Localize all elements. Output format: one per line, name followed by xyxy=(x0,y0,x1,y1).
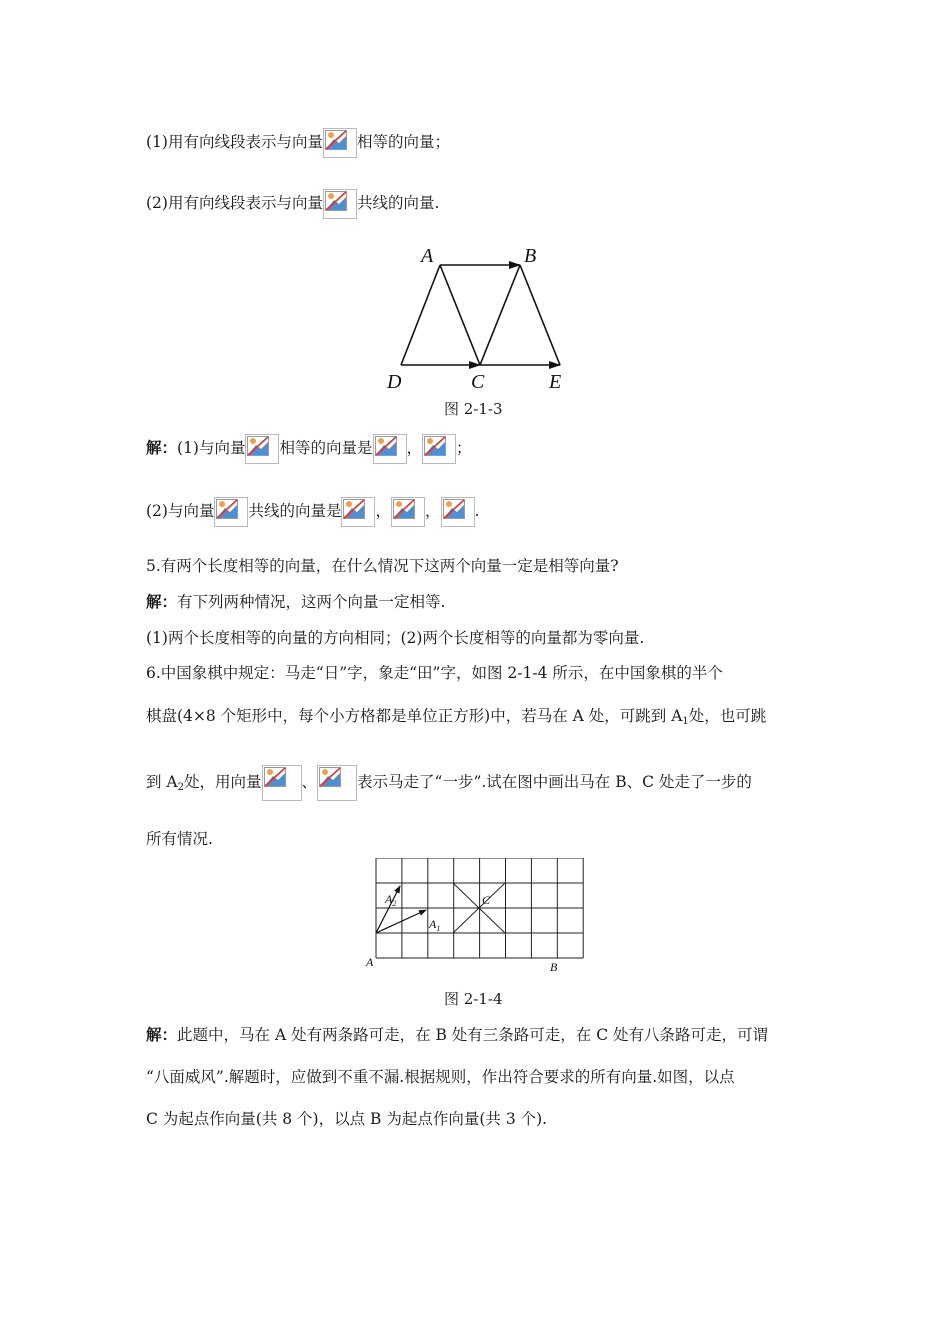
label-A2: $A_2$ xyxy=(385,892,397,908)
broken-image-icon xyxy=(323,128,357,158)
separator: 、 xyxy=(301,773,318,791)
q6-line3 xyxy=(146,765,752,801)
label-C: C xyxy=(482,893,491,907)
segment-BE xyxy=(520,265,560,365)
subscript: 2 xyxy=(177,782,184,793)
comma: ， xyxy=(375,502,391,520)
q6-line2-a: 棋盘(4×8 个矩形中，每个小方格都是单位正方形)中，若马在 A 处，可跳到 A xyxy=(146,707,683,725)
q4-item2-suffix: 共线的向量. xyxy=(356,194,440,212)
q5-answer-line2: (1)两个长度相等的向量的方向相同；(2)两个长度相等的向量都为零向量. xyxy=(146,629,645,647)
comma: ， xyxy=(425,502,441,520)
broken-image-icon xyxy=(323,189,357,219)
segment-DA xyxy=(401,265,440,365)
broken-image-icon xyxy=(341,497,375,527)
q5-answer-line1 xyxy=(146,591,445,613)
ans6-line1-text: 此题中，马在 A 处有两条路可走，在 B 处有三条路可走，在 C 处有八条路可走，可谓 xyxy=(177,1026,769,1044)
q6-line1: 6.中国象棋中规定：马走“日”字，象走“田”字，如图 2-1-4 所示，在中国象棋的半个 xyxy=(146,664,723,682)
q5-question: 5.有两个长度相等的向量，在什么情况下这两个向量一定是相等向量? xyxy=(146,557,619,575)
broken-image-icon xyxy=(317,765,357,801)
comma: ， xyxy=(406,439,423,457)
label-B: B xyxy=(550,960,558,974)
vector-A-A1 xyxy=(376,910,426,933)
broken-image-icon xyxy=(245,434,279,464)
q6-line4: 所有情况. xyxy=(146,830,213,848)
ans6-line1 xyxy=(146,1024,768,1046)
q4-item1-suffix: 相等的向量； xyxy=(356,133,450,151)
ans6-line2: “八面威风”.解题时，应做到不重不漏.根据规则，作出符合要求的所有向量.如图，以点 xyxy=(146,1068,735,1086)
q5-answer-text: 有下列两种情况，这两个向量一定相等. xyxy=(177,593,446,611)
broken-image-icon xyxy=(373,434,407,464)
ans4-line2-end: . xyxy=(474,502,480,520)
answer-label: 解： xyxy=(146,592,178,611)
q6-line3-a: 到 A xyxy=(146,773,178,791)
broken-image-icon xyxy=(262,765,302,801)
ans4-line1-end: ； xyxy=(456,439,472,457)
label-A: A xyxy=(366,955,374,969)
ans4-line1-mid: 相等的向量是 xyxy=(279,439,373,457)
ans4-line1 xyxy=(146,434,472,464)
label-A: A xyxy=(421,245,434,267)
answer-label: 解： xyxy=(146,438,178,457)
q6-line3-b: 处，用向量 xyxy=(184,773,262,791)
q6-line3-c: 表示马走了“一步”.试在图中画出马在 B、C 处走了一步的 xyxy=(357,773,752,791)
subscript: 1 xyxy=(682,716,689,727)
broken-image-icon xyxy=(391,497,425,527)
label-E: E xyxy=(549,371,562,393)
q4-item1 xyxy=(146,128,450,158)
answer-label: 解： xyxy=(146,1025,178,1044)
broken-image-icon xyxy=(214,497,248,527)
label-D: D xyxy=(387,371,402,393)
figure-2-1-4 xyxy=(362,858,588,978)
ans4-line2-prefix: (2)与向量 xyxy=(146,502,215,520)
segment-CB xyxy=(480,265,520,365)
ans6-line3: C 为起点作向量(共 8 个)，以点 B 为起点作向量(共 3 个). xyxy=(146,1110,548,1128)
q6-line2 xyxy=(146,705,766,733)
figure2-caption: 图 2-1-4 xyxy=(444,990,503,1008)
figure1-caption: 图 2-1-3 xyxy=(444,400,503,418)
segment-AC xyxy=(440,265,480,365)
broken-image-icon xyxy=(441,497,475,527)
q4-item2-prefix: (2)用有向线段表示与向量 xyxy=(146,194,323,212)
label-C: C xyxy=(471,371,485,393)
label-A1: $A_1$ xyxy=(429,917,441,933)
ans4-line2-mid: 共线的向量是 xyxy=(248,502,342,520)
q4-item1-prefix: (1)用有向线段表示与向量 xyxy=(146,133,323,151)
q6-line2-b: 处，也可跳 xyxy=(688,707,767,725)
ans4-line1-prefix: (1)与向量 xyxy=(177,439,246,457)
broken-image-icon xyxy=(422,434,456,464)
ans4-line2 xyxy=(146,497,479,527)
q4-item2 xyxy=(146,189,439,219)
figure-2-1-3 xyxy=(380,240,580,398)
label-B: B xyxy=(524,245,537,267)
